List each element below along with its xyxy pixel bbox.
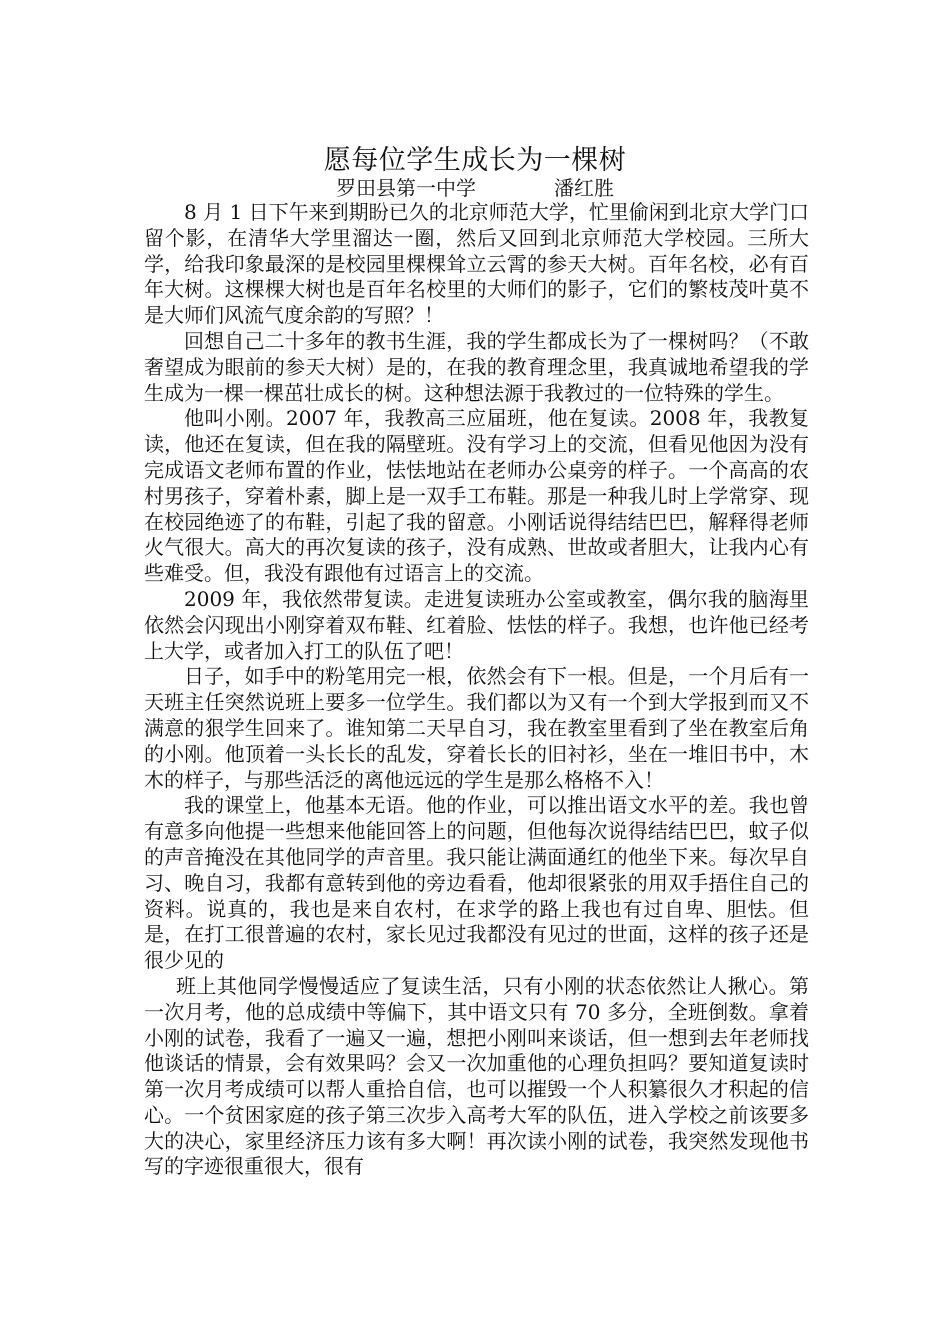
paragraph: 日子，如手中的粉笔用完一根，依然会有下一根。但是，一个月后有一天班主任突然说班上要多一位学生。我们都以为又有一个到大学报到而又不满意的狠学生回来了。谁知第二天早自习，我在教室里看到了坐在教室后角的小刚。他顶着一头长长的乱发，穿着长长的旧衬衫，坐在一堆旧书中，木木的样子，与那些活泛的离他远远的学生是那么格格不入！ <box>144 664 809 792</box>
byline <box>0 175 950 201</box>
paragraph: 回想自己二十多年的教书生涯，我的学生都成长为了一棵树吗？（不敢奢望成为眼前的参天大树）是的，在我的教育理念里，我真诚地希望我的学生成为一棵一棵茁壮成长的树。这种想法源于我教过的一位特殊的学生。 <box>144 328 809 405</box>
school-name: 罗田县第一中学 <box>336 176 476 200</box>
author-name: 潘红胜 <box>554 176 614 200</box>
paragraph: 8 月 1 日下午来到期盼已久的北京师范大学，忙里偷闲到北京大学门口留个影，在清华大学里溜达一圈，然后又回到北京师范大学校园。三所大学，给我印象最深的是校园里棵棵耸立云霄的参天大树。百年名校，必有百年大树。这棵棵大树也是百年名校里的大师们的影子，它们的繁枝茂叶莫不是大师们风流气度余韵的写照？！ <box>144 200 809 328</box>
paragraph: 班上其他同学慢慢适应了复读生活，只有小刚的状态依然让人揪心。第一次月考，他的总成绩中等偏下，其中语文只有 70 多分，全班倒数。拿着小刚的试卷，我看了一遍又一遍，想把小刚叫来谈话，但一想到去年老师找他谈话的情景，会有效果吗？会又一次加重他的心理负担吗？要知道复读时第一次月考成绩可以帮人重拾自信，也可以摧毁一个人积纂很久才积起的信心。一个贫困家庭的孩子第三次步入高考大军的队伍，进入学校之前该要多大的决心，家里经济压力该有多大啊！再次读小刚的试卷，我突然发现他书写的字迹很重很大，很有 <box>144 973 809 1179</box>
paragraph: 他叫小刚。2007 年，我教高三应届班，他在复读。2008 年，我教复读，他还在复读，但在我的隔壁班。没有学习上的交流，但看见他因为没有完成语文老师布置的作业，怯怯地站在老师办公桌旁的样子。一个高高的农村男孩子，穿着朴素，脚上是一双手工布鞋。那是一种我儿时上学常穿、现在校园绝迹了的布鞋，引起了我的留意。小刚话说得结结巴巴，解释得老师火气很大。高大的再次复读的孩子，没有成熟、世故或者胆大，让我内心有些难受。但，我没有跟他有过语言上的交流。 <box>144 406 809 586</box>
paragraph: 2009 年，我依然带复读。走进复读班办公室或教室，偶尔我的脑海里依然会闪现出小刚穿着双布鞋、红着脸、怯怯的样子。我想，也许他已经考上大学，或者加入打工的队伍了吧！ <box>144 586 809 663</box>
document-title: 愿每位学生成长为一棵树 <box>323 145 627 176</box>
paragraph: 我的课堂上，他基本无语。他的作业，可以推出语文水平的差。我也曾有意多向他提一些想来他能回答上的问题，但他每次说得结结巴巴，蚊子似的声音掩没在其他同学的声音里。我只能让满面通红的他坐下来。每次早自习、晚自习，我都有意转到他的旁边看看，他却很紧张的用双手捂住自己的资料。说真的，我也是来自农村，在求学的路上我也有过自卑、胆怯。但是，在打工很普遍的农村，家长见过我都没有见过的世面，这样的孩子还是很少见的 <box>144 793 809 973</box>
document-body <box>144 200 809 1180</box>
